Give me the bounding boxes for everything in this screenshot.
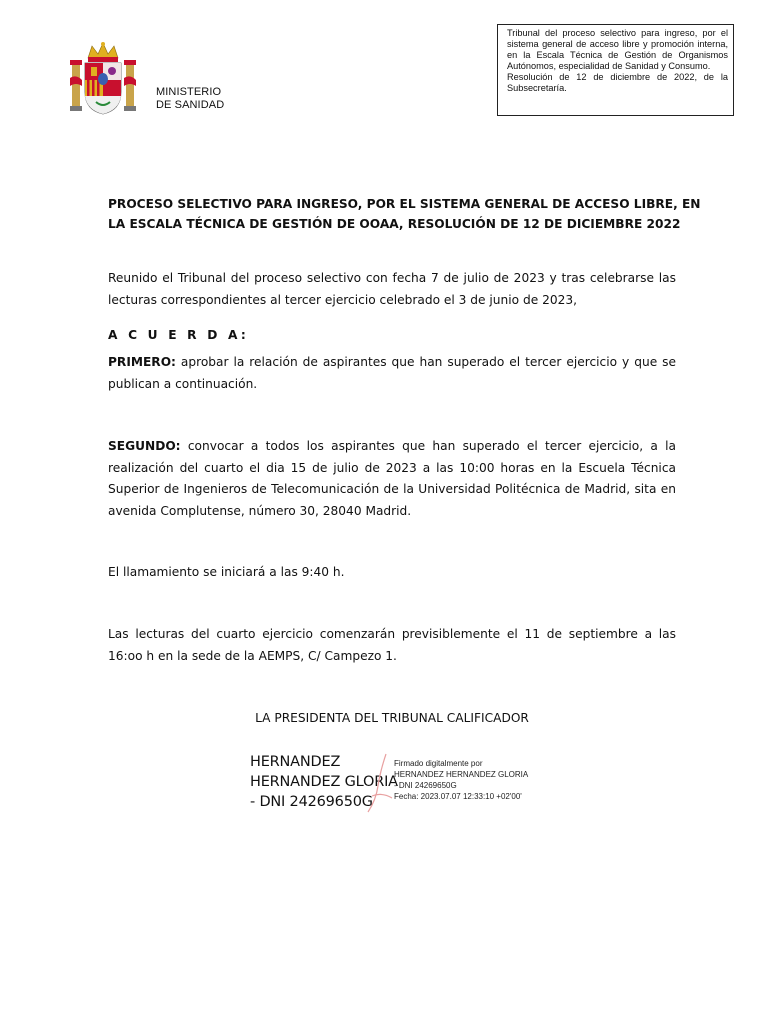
- title-line-1: PROCESO SELECTIVO PARA INGRESO, POR EL SISTEMA GENERAL DE ACCESO LIBRE, EN: [108, 197, 701, 211]
- document-title: [108, 194, 701, 234]
- signature-detail-1: Firmado digitalmente por: [394, 759, 483, 768]
- segundo-label: SEGUNDO:: [108, 439, 181, 453]
- llamamiento-paragraph: El llamamiento se iniciará a las 9:40 h.: [108, 565, 345, 579]
- presidenta-label: LA PRESIDENTA DEL TRIBUNAL CALIFICADOR: [255, 711, 529, 725]
- segundo-paragraph: [108, 436, 676, 522]
- signer-name-line-1: HERNANDEZ: [250, 754, 341, 770]
- primero-label: PRIMERO:: [108, 355, 176, 369]
- primero-paragraph: [108, 352, 676, 395]
- ministry-name: [156, 86, 224, 112]
- title-line-2: LA ESCALA TÉCNICA DE GESTIÓN DE OOAA, RESOLUCIÓN DE 12 DE DICIEMBRE 2022: [108, 217, 681, 231]
- ministry-line-1: MINISTERIO: [156, 86, 222, 98]
- segundo-text: convocar a todos los aspirantes que han superado el tercer ejercicio, a la realización del cuarto el dia 15 de julio de 2023 a las 10:00 horas en la Escuela Técnica Superior de Ingenieros de Telecomunicación de la Universidad Politécnica de Madrid, sita en avenida Complutense, número 30, 28040 Madrid.: [108, 439, 676, 518]
- intro-paragraph: Reunido el Tribunal del proceso selectivo con fecha 7 de julio de 2023 y tras celebrarse las lecturas correspondientes al tercer ejercicio celebrado el 3 de junio de 2023,: [108, 271, 676, 307]
- digital-signature-details: [394, 758, 528, 802]
- signature-detail-4: Fecha: 2023.07.07 12:33:10 +02'00': [394, 792, 522, 801]
- signer-name-line-2: HERNANDEZ GLORIA: [250, 774, 398, 790]
- acuerda-heading: A C U E R D A:: [108, 328, 249, 342]
- tribunal-info-box: [497, 24, 734, 116]
- signer-name-line-3: - DNI 24269650G: [250, 794, 373, 810]
- coat-of-arms-icon: [70, 42, 136, 118]
- signature-mark-icon: [358, 752, 398, 814]
- lecturas-paragraph: Las lecturas del cuarto ejercicio comenzarán previsiblemente el 11 de septiembre a las 16:oo h en la sede de la AEMPS, C/ Campezo 1.: [108, 627, 676, 663]
- tribunal-box-text: Tribunal del proceso selectivo para ingreso, por el sistema general de acceso libre y promoción interna, en la Escala Técnica de Gestión de Organismos Autónomos, especialidad de Sanidad y Consumo.: [507, 28, 728, 72]
- signature-detail-2: HERNANDEZ HERNANDEZ GLORIA: [394, 770, 529, 779]
- signature-detail-3: - DNI 24269650G: [394, 781, 457, 790]
- ministry-line-2: DE SANIDAD: [156, 99, 225, 111]
- primero-text: aprobar la relación de aspirantes que han superado el tercer ejercicio y que se publican a continuación.: [108, 355, 676, 391]
- resolution-text: Resolución de 12 de diciembre de 2022, de la Subsecretaría.: [507, 72, 728, 94]
